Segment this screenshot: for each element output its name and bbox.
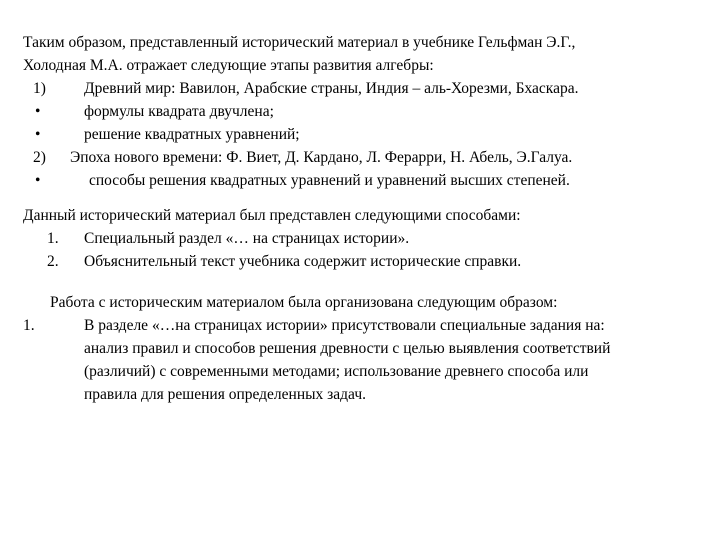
list-item: Специальный раздел «… на страницах истории». bbox=[84, 230, 410, 247]
list-item-line: В разделе «…на страницах истории» присутствовали специальные задания на: bbox=[84, 317, 605, 334]
bullet-marker: • bbox=[35, 172, 41, 189]
list-marker: 1. bbox=[23, 317, 35, 334]
list-item: способы решения квадратных уравнений и уравнений высших степеней. bbox=[89, 172, 570, 189]
section1-intro-line2: Холодная М.А. отражает следующие этапы развития алгебры: bbox=[23, 57, 434, 74]
section1-intro-line1: Таким образом, представленный исторический материал в учебнике Гельфман Э.Г., bbox=[23, 34, 576, 51]
section3-intro: Работа с историческим материалом была организована следующим образом: bbox=[50, 294, 558, 311]
section2-intro: Данный исторический материал был представлен следующими способами: bbox=[23, 207, 521, 224]
list-item: Древний мир: Вавилон, Арабские страны, Индия – аль-Хорезми, Бхаскара. bbox=[84, 80, 579, 97]
list-item-line: (различий) с современными методами; использование древнего способа или bbox=[84, 363, 589, 380]
list-marker: 2) bbox=[33, 149, 46, 166]
list-item-line: правила для решения определенных задач. bbox=[84, 386, 366, 403]
list-item: Эпоха нового времени: Ф. Виет, Д. Кардано, Л. Ферарри, Н. Абель, Э.Галуа. bbox=[70, 149, 573, 166]
list-item: Объяснительный текст учебника содержит исторические справки. bbox=[84, 253, 522, 270]
list-item-line: анализ правил и способов решения древности с целью выявления соответствий bbox=[84, 340, 611, 357]
list-marker: 2. bbox=[47, 253, 59, 270]
list-marker: 1) bbox=[33, 80, 46, 97]
list-item: формулы квадрата двучлена; bbox=[84, 103, 274, 120]
bullet-marker: • bbox=[35, 103, 41, 120]
bullet-marker: • bbox=[35, 126, 41, 143]
list-item: решение квадратных уравнений; bbox=[84, 126, 300, 143]
list-marker: 1. bbox=[47, 230, 59, 247]
